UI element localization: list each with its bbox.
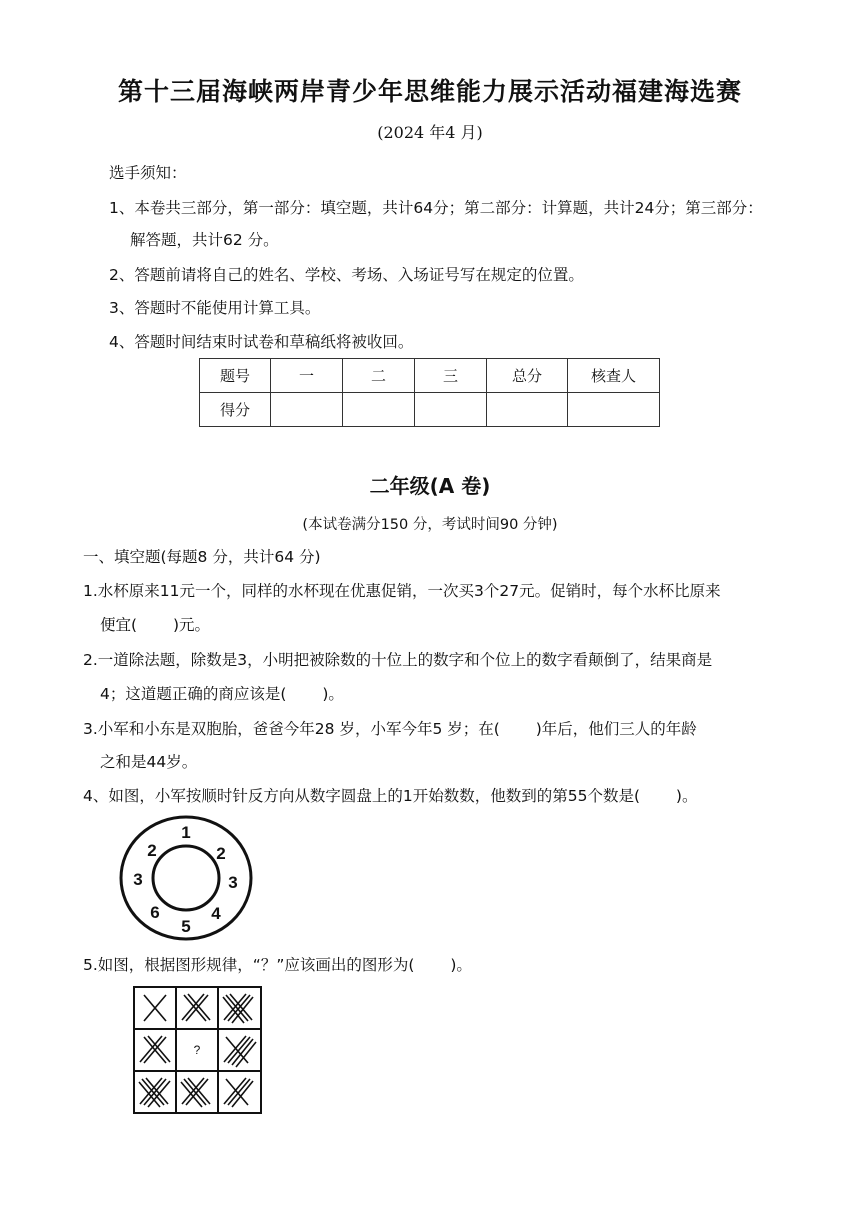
question-1-line-1: 1.水杯原来11元一个，同样的水杯现在优惠促销，一次买3个27元。促销时，每个水杯比原来: [83, 582, 721, 600]
pattern-cell-7: [139, 1078, 170, 1107]
dial-number: 3: [133, 870, 143, 889]
score-input-cell: [343, 393, 415, 427]
dial-number: 2: [147, 841, 157, 860]
notice-heading: 选手须知：: [109, 164, 187, 182]
score-input-cell: [487, 393, 568, 427]
pattern-cell-9: [224, 1078, 253, 1107]
section-heading: 一、填空题(每题8 分，共计64 分): [83, 548, 321, 566]
dial-number: 2: [216, 844, 226, 863]
score-input-cell: [568, 393, 660, 427]
score-input-cell: [271, 393, 343, 427]
pattern-cell-4: [140, 1036, 170, 1063]
score-cell: 一: [271, 359, 343, 393]
pattern-cell-2: [182, 994, 210, 1021]
question-4-line-1: 4、如图，小军按顺时针反方向从数字圆盘上的1开始数数，他数到的第55个数是( )。: [83, 787, 698, 805]
notice-item-1: 1、本卷共三部分，第一部分：填空题，共计64分；第二部分：计算题，共计24分；第三部分：: [109, 199, 763, 217]
score-cell: 核查人: [568, 359, 660, 393]
pattern-cell-8: [181, 1078, 210, 1107]
exam-note: (本试卷满分150 分，考试时间90 分钟): [302, 517, 558, 533]
question-mark-cell: ?: [193, 1043, 201, 1057]
dial-number: 5: [181, 917, 191, 936]
score-cell: 题号: [200, 359, 271, 393]
pattern-grid-figure: [132, 985, 263, 1115]
notice-item-4: 4、答题时间结束时试卷和草稿纸将被收回。: [109, 333, 414, 351]
grade-title: 二年级(A 卷): [369, 474, 491, 498]
question-1-line-2: 便宜( )元。: [100, 616, 211, 634]
score-table-score-row: [200, 393, 660, 427]
exam-title: 第十三届海峡两岸青少年思维能力展示活动福建海选赛: [117, 77, 742, 106]
pattern-cell-6: [224, 1036, 256, 1067]
question-2-line-2: 4；这道题正确的商应该是( )。: [100, 685, 344, 703]
dial-number: 1: [181, 823, 191, 842]
score-table: [199, 358, 660, 427]
score-cell: 三: [415, 359, 487, 393]
question-3-line-2: 之和是44岁。: [100, 753, 198, 771]
score-cell: 总分: [487, 359, 568, 393]
score-cell: 得分: [200, 393, 271, 427]
number-dial-figure: [118, 814, 256, 944]
score-input-cell: [415, 393, 487, 427]
notice-item-1-cont: 解答题，共计62 分。: [130, 231, 279, 249]
notice-item-3: 3、答题时不能使用计算工具。: [109, 299, 321, 317]
score-cell: 二: [343, 359, 415, 393]
exam-date: (2024 年4 月): [377, 123, 483, 142]
question-3-line-1: 3.小军和小东是双胞胎，爸爸今年28 岁，小军今年5 岁；在( )年后，他们三人的年龄: [83, 720, 697, 738]
score-table-header-row: [200, 359, 660, 393]
question-5-line-1: 5.如图，根据图形规律，“？”应该画出的图形为( )。: [83, 956, 472, 974]
notice-item-2: 2、答题前请将自己的姓名、学校、考场、入场证号写在规定的位置。: [109, 266, 584, 284]
dial-number: 6: [150, 903, 160, 922]
dial-inner-ring: [153, 846, 219, 910]
pattern-cell-1: [144, 995, 166, 1021]
question-2-line-1: 2.一道除法题，除数是3，小明把被除数的十位上的数字和个位上的数字看颠倒了，结果商是: [83, 651, 713, 669]
dial-number: 3: [228, 873, 238, 892]
dial-number: 4: [211, 904, 221, 923]
pattern-cell-3: [223, 994, 253, 1023]
